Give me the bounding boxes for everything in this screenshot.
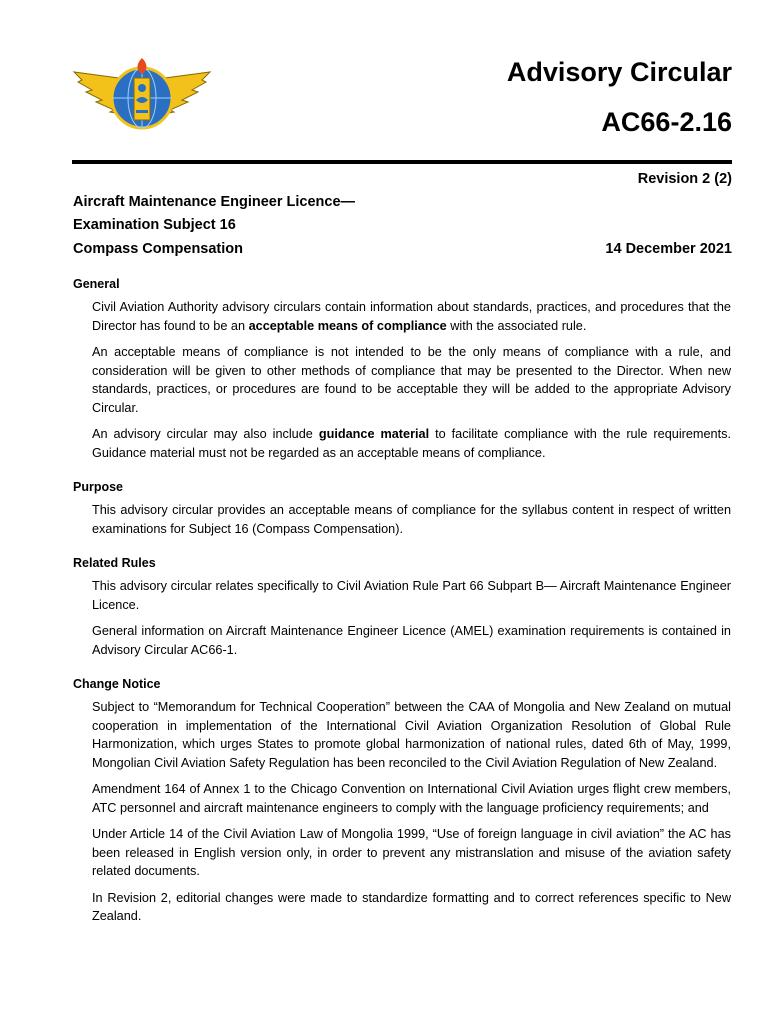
section-general	[73, 277, 731, 462]
section-related-rules	[73, 556, 731, 659]
section-purpose	[73, 480, 731, 538]
paragraph: Amendment 164 of Annex 1 to the Chicago Convention on International Civil Aviation urges flight crew members, ATC personnel and aircraft maintenance engineers to comply with the language proficiency requirements; and	[92, 782, 731, 815]
text-run: Civil Aviation Authority advisory circulars contain information about standards, practices, and procedures that the Director has found to be an	[92, 300, 731, 333]
paragraph: General information on Aircraft Maintenance Engineer Licence (AMEL) examination requirements is contained in Advisory Circular AC66-1.	[92, 624, 731, 657]
subject-line-3: Compass Compensation	[73, 241, 243, 257]
section-heading: Purpose	[73, 480, 124, 494]
paragraph: In Revision 2, editorial changes were made to standardize formatting and to correct references specific to New Zealand.	[92, 890, 731, 923]
subject-line-1: Aircraft Maintenance Engineer Licence—	[73, 194, 356, 210]
section-change-notice	[73, 677, 731, 926]
bold-term: guidance material	[318, 427, 430, 441]
paragraph: An acceptable means of compliance is not intended to be the only means of compliance with a rule, and consideration will be given to other methods of compliance that may be presented to the Director. When new standards, practices, or procedures are found to be acceptable they will be added to the appropriate Advisory Circular.	[92, 345, 731, 415]
paragraph	[92, 298, 731, 335]
document-number: AC66-2.16	[601, 107, 732, 137]
bold-term: acceptable means of compliance	[248, 318, 447, 333]
paragraph: This advisory circular relates specifically to Civil Aviation Rule Part 66 Subpart B— Aircraft Maintenance Engineer Licence.	[92, 579, 731, 612]
text-run: with the associated rule.	[446, 318, 587, 333]
section-heading: Related Rules	[73, 556, 156, 570]
text-run: An advisory circular may also include	[92, 427, 319, 441]
document-type-title: Advisory Circular	[506, 57, 732, 87]
civil-aviation-emblem-logo	[72, 50, 212, 145]
text-run: to facilitate compliance with the rule requirements. Guidance material must not be regarded as an acceptable means of compliance.	[92, 427, 732, 460]
section-heading: Change Notice	[73, 677, 161, 691]
paragraph: Subject to “Memorandum for Technical Cooperation” between the CAA of Mongolia and New Zealand on mutual cooperation in implementation of the International Civil Aviation Organization Resolution of Global Rule Harmonization, which urges States to promote global harmonization of national rules, dated 6th of May, 1999, Mongolian Civil Aviation Safety Regulation has been reconciled to the Civil Aviation Regulation of New Zealand.	[92, 700, 731, 770]
revision-label: Revision 2 (2)	[637, 171, 732, 187]
paragraph: Under Article 14 of the Civil Aviation Law of Mongolia 1999, “Use of foreign language in civil aviation” the AC has been released in English version only, in order to prevent any mistranslation and misuse of the aviation safety related documents.	[92, 827, 731, 878]
document-body	[73, 277, 731, 944]
issue-date: 14 December 2021	[605, 241, 732, 257]
subject-line-2: Examination Subject 16	[73, 217, 236, 233]
header-divider	[72, 160, 732, 164]
section-heading: General	[73, 277, 120, 291]
paragraph: This advisory circular provides an acceptable means of compliance for the syllabus content in respect of written examinations for Subject 16 (Compass Compensation).	[92, 503, 731, 536]
paragraph	[92, 425, 731, 462]
